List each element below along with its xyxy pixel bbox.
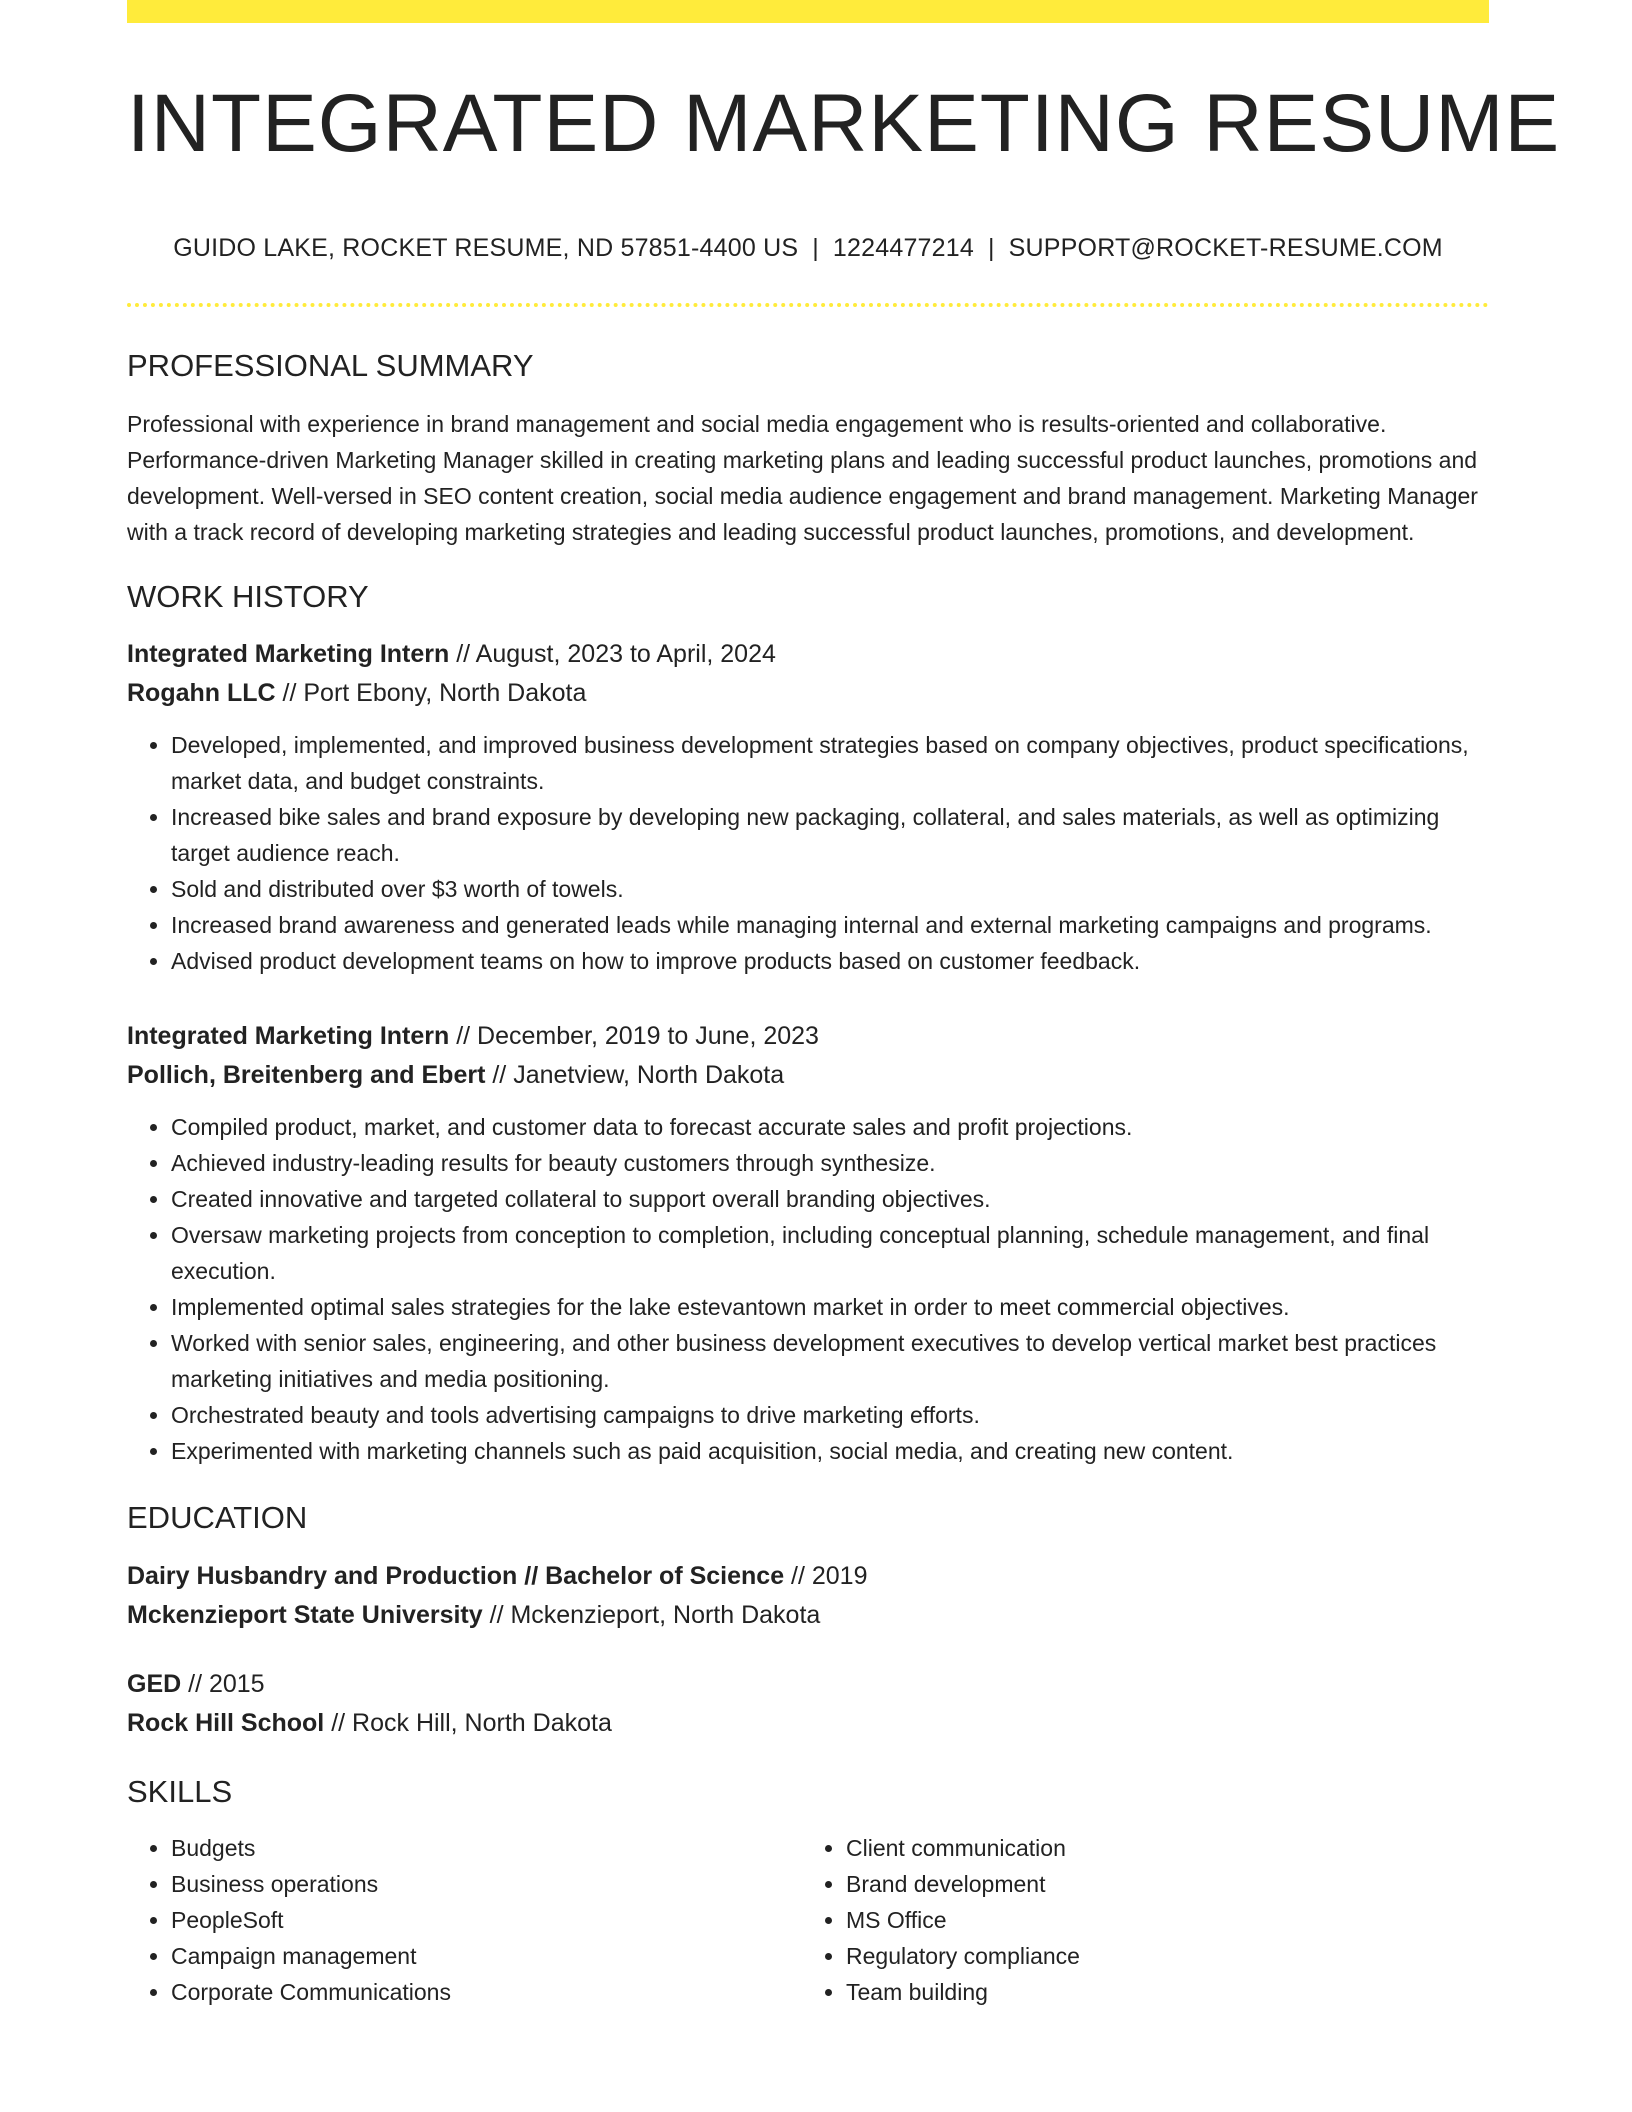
- degree-line: [127, 1665, 1489, 1704]
- skills-heading: SKILLS: [127, 1773, 233, 1809]
- skills-grid: [127, 1830, 1489, 2010]
- job-title-line: [127, 635, 1489, 674]
- job-entry: [127, 635, 1489, 979]
- skill-item: • Campaign management: [171, 1938, 802, 1974]
- job-company-line: [127, 674, 1489, 713]
- skill-item: • Corporate Communications: [171, 1974, 802, 2010]
- list-item: • Developed, implemented, and improved business development strategies based on company objectives, product specifications, market data, and budget constraints.: [171, 727, 1489, 799]
- degree: GED: [127, 1669, 182, 1698]
- job-title-line: [127, 1017, 1489, 1056]
- skill-item: • MS Office: [846, 1902, 1477, 1938]
- list-item: • Created innovative and targeted collateral to support overall branding objectives.: [171, 1181, 1489, 1217]
- summary-text: Professional with experience in brand management and social media engagement who is results-oriented and collaborative. Performance-driven Marketing Manager skilled in creating marketing plans and leading successful product launches, promotions and development. Well-versed in SEO content creation, social media audience engagement and brand management. Marketing Manager with a track record of developing marketing strategies and leading successful product launches, promotions, and development.: [127, 411, 1478, 546]
- contact-line: [127, 233, 1489, 263]
- contact-separator: |: [812, 234, 819, 262]
- work-history-heading: WORK HISTORY: [127, 579, 369, 615]
- list-item: • Increased brand awareness and generated leads while managing internal and external marketing campaigns and programs.: [171, 907, 1489, 943]
- graduation-year: // 2015: [181, 1669, 265, 1698]
- list-item: • Compiled product, market, and customer data to forecast accurate sales and profit projections.: [171, 1109, 1489, 1145]
- contact-separator: |: [987, 234, 995, 262]
- contact-email: SUPPORT@ROCKET-RESUME.COM: [1008, 234, 1443, 262]
- accent-top-bar: [127, 0, 1489, 23]
- degree-line: [127, 1557, 1489, 1596]
- skill-item: • Client communication: [846, 1830, 1477, 1866]
- job-title: Integrated Marketing Intern: [127, 1022, 450, 1051]
- list-item: • Sold and distributed over $3 worth of towels.: [171, 871, 1489, 907]
- school: Rock Hill School: [127, 1708, 325, 1737]
- job-bullets: [127, 727, 1489, 979]
- school-location: // Mckenzieport, North Dakota: [482, 1600, 821, 1629]
- graduation-year: // 2019: [784, 1561, 868, 1590]
- list-item: • Experimented with marketing channels such as paid acquisition, social media, and creating new content.: [171, 1433, 1489, 1469]
- list-item: • Advised product development teams on how to improve products based on customer feedback.: [171, 943, 1489, 979]
- skill-item: • PeopleSoft: [171, 1902, 802, 1938]
- school: Mckenzieport State University: [127, 1600, 483, 1629]
- job-title: Integrated Marketing Intern: [127, 640, 450, 669]
- list-item: • Increased bike sales and brand exposure by developing new packaging, collateral, and sales materials, as well as optimizing target audience reach.: [171, 799, 1489, 871]
- list-item: • Oversaw marketing projects from conception to completion, including conceptual planning, schedule management, and final execution.: [171, 1217, 1489, 1289]
- contact-address: GUIDO LAKE, ROCKET RESUME, ND 57851-4400 US: [173, 234, 799, 262]
- list-item: • Worked with senior sales, engineering, and other business development executives to develop vertical market best practices marketing initiatives and media positioning.: [171, 1325, 1489, 1397]
- list-item: • Implemented optimal sales strategies for the lake estevantown market in order to meet commercial objectives.: [171, 1289, 1489, 1325]
- summary-heading: PROFESSIONAL SUMMARY: [127, 348, 534, 383]
- skill-item: • Budgets: [171, 1830, 802, 1866]
- school-line: [127, 1596, 1489, 1635]
- job-dates: // August, 2023 to April, 2024: [449, 640, 776, 669]
- dotted-divider: [127, 303, 1489, 307]
- degree: Dairy Husbandry and Production // Bachelor of Science: [127, 1561, 785, 1590]
- job-entry: [127, 1017, 1489, 1469]
- contact-phone: 1224477214: [832, 234, 974, 262]
- resume-title: INTEGRATED MARKETING RESUME: [127, 78, 1561, 169]
- education-entry: [127, 1665, 1489, 1743]
- job-location: // Janetview, North Dakota: [485, 1061, 785, 1090]
- list-item: • Achieved industry-leading results for beauty customers through synthesize.: [171, 1145, 1489, 1181]
- job-company-line: [127, 1056, 1489, 1095]
- job-company: Pollich, Breitenberg and Ebert: [127, 1061, 486, 1090]
- job-location: // Port Ebony, North Dakota: [275, 679, 587, 708]
- education-heading: EDUCATION: [127, 1500, 308, 1536]
- skill-item: • Brand development: [846, 1866, 1477, 1902]
- list-item: • Orchestrated beauty and tools advertising campaigns to drive marketing efforts.: [171, 1397, 1489, 1433]
- school-line: [127, 1704, 1489, 1743]
- skill-item: • Business operations: [171, 1866, 802, 1902]
- job-bullets: [127, 1109, 1489, 1469]
- school-location: // Rock Hill, North Dakota: [324, 1708, 612, 1737]
- resume-page: [127, 0, 1561, 2010]
- skills-right-column: [802, 1830, 1477, 2010]
- job-dates: // December, 2019 to June, 2023: [449, 1022, 819, 1051]
- education-entry: [127, 1557, 1489, 1635]
- job-company: Rogahn LLC: [127, 679, 276, 708]
- skill-item: • Regulatory compliance: [846, 1938, 1477, 1974]
- skills-left-column: [127, 1830, 802, 2010]
- skill-item: • Team building: [846, 1974, 1477, 2010]
